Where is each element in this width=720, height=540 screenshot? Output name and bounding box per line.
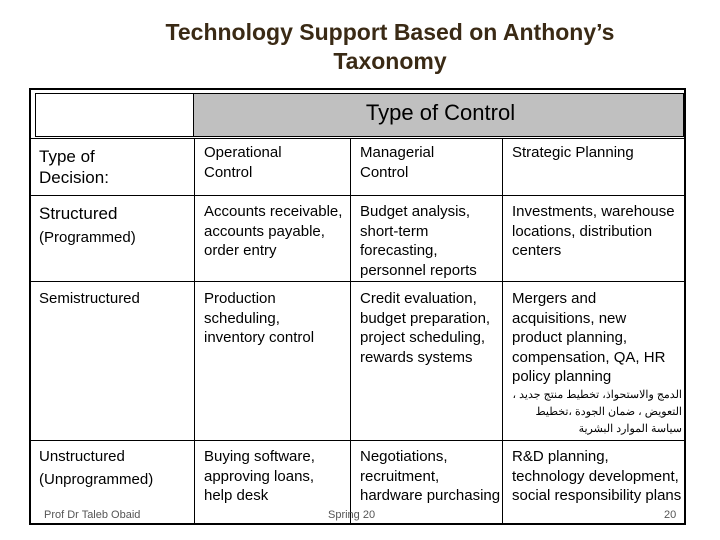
cell-structured-managerial: Budget analysis, short-term forecasting, personnel reports bbox=[360, 203, 477, 279]
footer-author: Prof Dr Taleb Obaid bbox=[44, 509, 141, 521]
row-label: Unstructured bbox=[39, 448, 125, 465]
table-header-band bbox=[35, 93, 684, 137]
slide-title-line2: Taxonomy bbox=[333, 48, 447, 74]
slide-number: 20 bbox=[664, 509, 677, 521]
column-divider bbox=[502, 138, 503, 523]
row-divider bbox=[31, 195, 684, 196]
row-label-unstructured bbox=[39, 447, 189, 489]
type-of-control-header: Type of Control bbox=[365, 100, 516, 125]
column-divider bbox=[350, 138, 351, 523]
row-divider bbox=[31, 138, 684, 139]
cell-semistructured-operational: Production scheduling, inventory control bbox=[204, 290, 315, 346]
row-sublabel: (Unprogrammed) bbox=[39, 470, 154, 488]
row-label-header bbox=[39, 146, 189, 188]
taxonomy-table bbox=[29, 88, 686, 525]
footer-term: Spring 20 bbox=[328, 509, 376, 521]
header-blank-cell bbox=[36, 94, 194, 136]
row-label-structured bbox=[39, 203, 189, 248]
row-label-semistructured bbox=[39, 289, 189, 309]
cell-unstructured-managerial: Negotiations, recruitment, hardware purchasing bbox=[360, 448, 501, 504]
arabic-translation-note: الدمج والاستحواذ، تخطيط منتج جديد ، التعويض ، ضمان الجودة ،تخطيط سياسة الموارد البشرية bbox=[512, 389, 682, 435]
slide-title bbox=[100, 18, 680, 76]
slide-title-line1: Technology Support Based on Anthony’s bbox=[165, 19, 615, 45]
cell-semistructured-strategic: Mergers and acquisitions, new product planning, compensation, QA, HR policy planning bbox=[512, 290, 666, 385]
cell-structured-operational: Accounts receivable, accounts payable, order entry bbox=[204, 203, 343, 259]
row-label-header-line2: Decision: bbox=[39, 168, 109, 187]
row-label: Semistructured bbox=[39, 290, 140, 307]
cell-semistructured-managerial: Credit evaluation, budget preparation, project scheduling, rewards systems bbox=[360, 290, 491, 366]
row-divider bbox=[31, 440, 684, 441]
cell-unstructured-strategic: R&D planning, technology development, social responsibility plans bbox=[512, 448, 682, 504]
cell-structured-strategic: Investments, warehouse locations, distribution centers bbox=[512, 203, 675, 259]
column-header-strategic: Strategic Planning bbox=[512, 144, 634, 161]
column-header-operational: Operational Control bbox=[204, 144, 282, 181]
column-header-managerial: Managerial Control bbox=[360, 144, 435, 181]
row-divider bbox=[31, 281, 684, 282]
row-label-header-line1: Type of bbox=[39, 147, 95, 166]
column-divider bbox=[194, 138, 195, 523]
row-label: Structured bbox=[39, 204, 118, 223]
cell-unstructured-operational: Buying software, approving loans, help desk bbox=[204, 448, 315, 504]
row-sublabel: (Programmed) bbox=[39, 229, 136, 246]
